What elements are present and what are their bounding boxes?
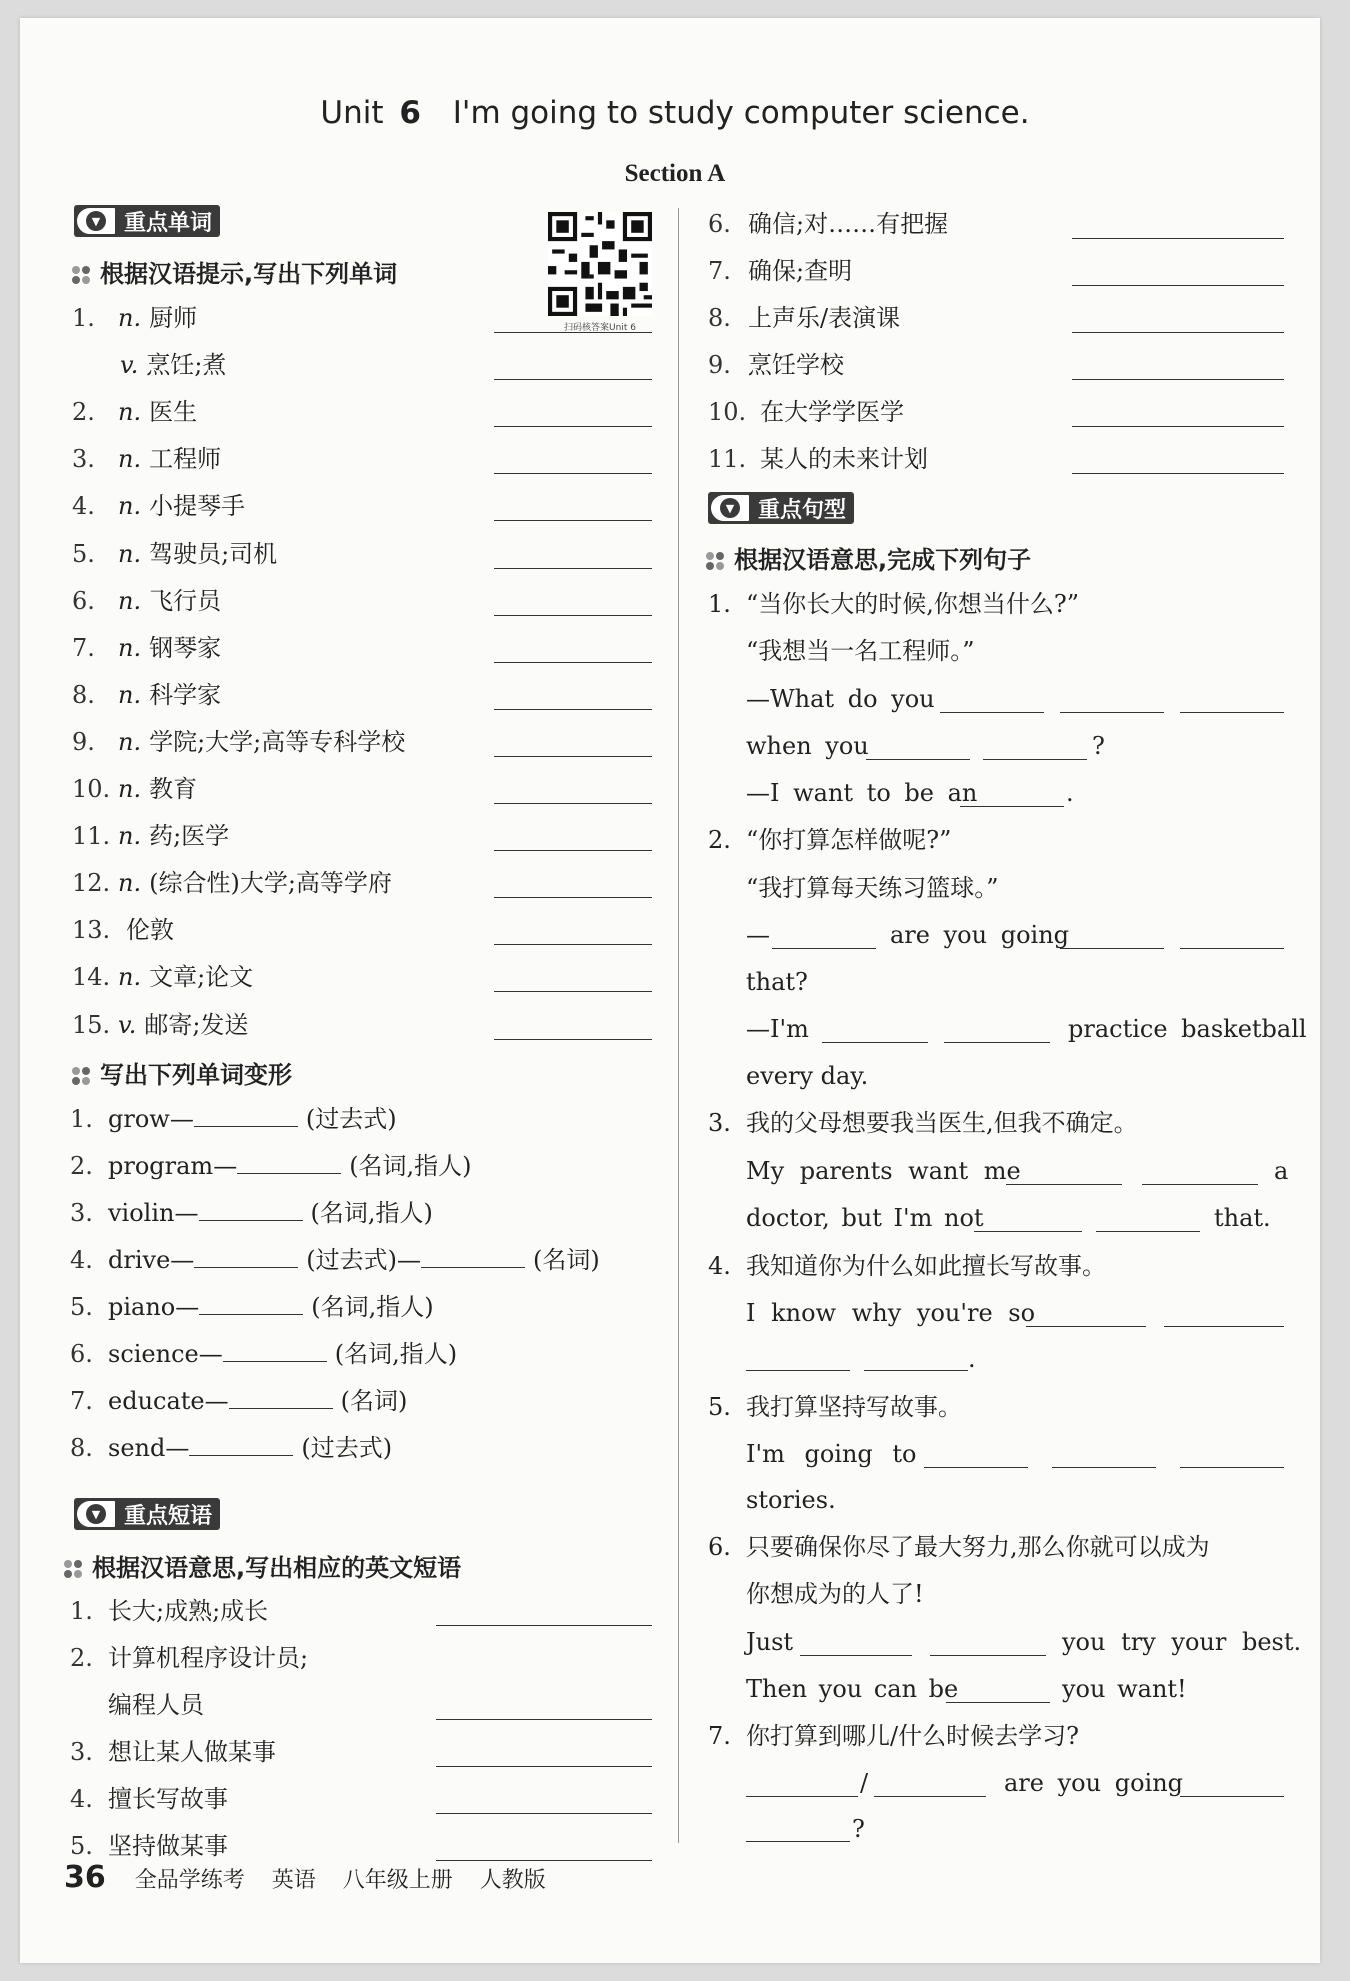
item-number: 11. [72, 822, 111, 850]
q5-number: 5. [708, 1393, 731, 1421]
word-form-item [70, 1385, 407, 1417]
form-hint: (名词,指人) [311, 1293, 434, 1321]
word-form-item [70, 1150, 472, 1182]
answer-blank[interactable] [494, 756, 652, 757]
q6-blank-1[interactable] [800, 1655, 912, 1656]
chevron-down-icon: ▼ [708, 492, 752, 524]
answer-blank[interactable] [494, 332, 652, 333]
unit-number: 6 [399, 95, 421, 131]
answer-blank[interactable] [199, 1198, 303, 1221]
q1-number: 1. [708, 590, 731, 618]
part-of-speech: n. [118, 822, 142, 850]
part-of-speech: n. [118, 963, 142, 991]
phrase-meaning: 在大学学医学 [760, 398, 904, 426]
item-number: 2. [72, 398, 95, 426]
word-meaning: 科学家 [149, 681, 222, 709]
phrase-item [708, 255, 852, 287]
word-meaning: 教育 [149, 775, 198, 803]
q7-number: 7. [708, 1722, 731, 1750]
q6-english-3: Then you can be [746, 1675, 959, 1703]
item-number: 15. [72, 1011, 111, 1039]
word-meaning: 驾驶员;司机 [149, 540, 278, 568]
phrase-meaning: 编程人员 [108, 1691, 204, 1719]
phrase-meaning: 擅长写故事 [108, 1785, 228, 1813]
section-heading: Section A [624, 160, 726, 187]
answer-blank[interactable] [229, 1386, 333, 1409]
word-meaning: (综合性)大学;高等学府 [149, 869, 392, 897]
word-meaning: 工程师 [149, 445, 222, 473]
answer-blank[interactable] [494, 473, 652, 474]
word-item [72, 538, 277, 570]
q7-slash: / [860, 1769, 869, 1797]
chevron-down-icon: ▼ [74, 1498, 118, 1530]
form-hint: (名词,指人) [310, 1199, 433, 1227]
word-meaning: 厨师 [149, 304, 198, 332]
word-form-item [70, 1338, 457, 1370]
word-item [72, 679, 221, 711]
item-number: 4. [70, 1246, 93, 1274]
phrase-meaning: 确信;对……有把握 [748, 210, 949, 238]
part-of-speech: n. [118, 869, 142, 897]
q6-chinese-2: 你想成为的人了! [746, 1580, 924, 1608]
word-form-item [70, 1432, 392, 1464]
phrase-item [70, 1830, 228, 1862]
item-number: 8. [708, 304, 731, 332]
phrase-item [708, 443, 928, 475]
q6-blank-3[interactable] [946, 1702, 1050, 1703]
part-of-speech: n. [118, 634, 142, 662]
word-item [72, 867, 392, 899]
q6-number: 6. [708, 1533, 731, 1561]
q3-chinese: 我的父母想要我当医生,但我不确定。 [746, 1109, 1138, 1137]
part-of-speech: v. [120, 351, 139, 379]
q4-number: 4. [708, 1252, 731, 1280]
answer-blank[interactable] [436, 1766, 652, 1767]
answer-blank[interactable] [436, 1813, 652, 1814]
answer-blank[interactable] [436, 1719, 652, 1720]
item-number: 9. [72, 728, 95, 756]
q5-english-1: I'm going to [746, 1440, 917, 1468]
item-number: 7. [708, 257, 731, 285]
item-number: 6. [708, 210, 731, 238]
q5-chinese: 我打算坚持写故事。 [746, 1393, 962, 1421]
q5-blank-1[interactable] [924, 1467, 1028, 1468]
phrase-item [708, 396, 904, 428]
item-number: 5. [72, 540, 95, 568]
answer-blank[interactable] [494, 615, 652, 616]
phrase-meaning: 确保;查明 [748, 257, 853, 285]
phrase-item [70, 1595, 268, 1627]
q3-number: 3. [708, 1109, 731, 1137]
base-word: science— [108, 1340, 223, 1368]
phrase-item [70, 1783, 228, 1815]
item-number: 8. [72, 681, 95, 709]
phrase-meaning: 想让某人做某事 [108, 1738, 276, 1766]
item-number: 1. [72, 304, 95, 332]
answer-blank[interactable] [237, 1151, 341, 1174]
item-number: 12. [72, 869, 111, 897]
q4-chinese: 我知道你为什么如此擅长写故事。 [746, 1252, 1106, 1280]
answer-blank[interactable] [189, 1433, 293, 1456]
q2-english-5: every day. [746, 1062, 869, 1090]
tag-key-words: ▼ 重点单词 [74, 205, 220, 237]
item-number: 4. [70, 1785, 93, 1813]
answer-blank[interactable] [494, 426, 652, 427]
word-item [72, 914, 174, 946]
word-item [72, 820, 229, 852]
answer-blank[interactable] [494, 709, 652, 710]
answer-blank[interactable] [1072, 285, 1284, 286]
item-number: 7. [72, 634, 95, 662]
q3-blank-1[interactable] [1006, 1184, 1122, 1185]
item-number: 5. [70, 1293, 93, 1321]
item-number: 2. [70, 1152, 93, 1180]
item-number: 2. [70, 1644, 93, 1672]
form-hint: (名词) [340, 1387, 408, 1415]
answer-blank[interactable] [494, 1039, 652, 1040]
answer-blank[interactable] [494, 897, 652, 898]
word-meaning: 药;医学 [149, 822, 230, 850]
phrase-meaning: 坚持做某事 [108, 1832, 228, 1860]
phrase-item [708, 302, 900, 334]
qr-caption: 扫码核答案Unit 6 [564, 323, 636, 333]
word-item [72, 302, 197, 334]
base-word: grow— [108, 1105, 194, 1133]
word-meaning: 烹饪;煮 [146, 351, 227, 379]
word-form-item [70, 1291, 434, 1323]
q2-chinese-2: “我打算每天练习篮球。” [746, 874, 999, 902]
q3-blank-2[interactable] [1142, 1184, 1258, 1185]
q3-blank-3[interactable] [974, 1231, 1082, 1232]
q7-blank-2[interactable] [874, 1796, 986, 1797]
word-item [72, 490, 245, 522]
q2-english-4: practice basketball [1068, 1015, 1307, 1043]
word-meaning: 医生 [149, 398, 198, 426]
item-number: 6. [70, 1340, 93, 1368]
word-item [72, 632, 221, 664]
answer-blank[interactable] [494, 850, 652, 851]
base-word: educate— [108, 1387, 229, 1415]
phrase-item [708, 349, 844, 381]
q1-blank-6[interactable] [960, 806, 1064, 807]
grade: 八年级上册 [342, 1868, 453, 1893]
dots-icon [72, 1067, 92, 1085]
answer-blank[interactable] [194, 1104, 298, 1127]
q1-period: . [1066, 779, 1074, 807]
word-meaning: 飞行员 [149, 587, 222, 615]
answer-blank[interactable] [494, 662, 652, 663]
q1-english-3: —I want to be an [746, 779, 978, 807]
q6-english-2: you try your best. [1062, 1628, 1302, 1656]
answer-blank[interactable] [194, 1245, 298, 1268]
q2-english-1: are you going [890, 921, 1070, 949]
q3-english-2: doctor, but I'm not [746, 1204, 984, 1232]
q2-blank-1[interactable] [772, 948, 876, 949]
word-item [112, 349, 226, 381]
form-hint: (过去式) [301, 1434, 393, 1462]
answer-blank[interactable] [199, 1292, 303, 1315]
q1-chinese-1: “当你长大的时候,你想当什么?” [746, 590, 1080, 618]
word-item [72, 1009, 248, 1041]
word-form-item [70, 1244, 600, 1276]
q7-blank-3[interactable] [1180, 1796, 1284, 1797]
word-item [72, 961, 253, 993]
q7-english-1: are you going [1004, 1769, 1184, 1797]
q6-chinese-1: 只要确保你尽了最大努力,那么你就可以成为 [746, 1533, 1210, 1561]
answer-blank[interactable] [494, 803, 652, 804]
dots-icon [64, 1560, 84, 1578]
base-word: drive— [108, 1246, 195, 1274]
tag-key-sentences: ▼ 重点句型 [708, 492, 854, 524]
word-meaning: 伦敦 [126, 916, 174, 944]
part-of-speech: n. [118, 728, 142, 756]
phrase-meaning: 上声乐/表演课 [748, 304, 901, 332]
answer-blank[interactable] [494, 991, 652, 992]
q3-article: a [1274, 1157, 1289, 1185]
q2-number: 2. [708, 826, 731, 854]
form-hint: (名词,指人) [334, 1340, 458, 1368]
answer-blank[interactable] [1072, 332, 1284, 333]
answer-blank[interactable] [1072, 473, 1284, 474]
item-number: 10. [72, 775, 111, 803]
page-footer [64, 1860, 566, 1895]
phrase-meaning: 某人的未来计划 [760, 445, 928, 473]
subheading-sentences: 根据汉语意思,完成下列句子 [706, 540, 1031, 575]
phrase-item [70, 1736, 276, 1768]
word-meaning: 钢琴家 [149, 634, 222, 662]
part-of-speech: n. [118, 775, 142, 803]
phrase-item [70, 1642, 308, 1674]
item-number: 7. [70, 1387, 93, 1415]
q4-blank-3[interactable] [746, 1370, 850, 1371]
item-number: 8. [70, 1434, 93, 1462]
item-number: 11. [708, 445, 747, 473]
q6-english-4: you want! [1062, 1675, 1187, 1703]
q1-blank-3[interactable] [1180, 712, 1284, 713]
subject: 英语 [271, 1868, 316, 1893]
q3-english-3: that. [1214, 1204, 1271, 1232]
edition: 人教版 [479, 1868, 546, 1893]
q2-english-3: —I'm [746, 1015, 809, 1043]
page-number: 36 [64, 1860, 106, 1895]
q7-blank-4[interactable] [746, 1841, 850, 1842]
item-number: 14. [72, 963, 111, 991]
book-name: 全品学练考 [134, 1868, 245, 1893]
phrase-meaning: 计算机程序设计员; [108, 1644, 309, 1672]
subheading-forms: 写出下列单词变形 [72, 1055, 292, 1090]
base-word: piano— [108, 1293, 200, 1321]
part-of-speech: n. [118, 304, 142, 332]
dots-icon [72, 266, 92, 284]
q1-blank-2[interactable] [1060, 712, 1164, 713]
q7-question-mark: ? [852, 1815, 865, 1843]
item-number: 13. [72, 916, 111, 944]
q1-blank-5[interactable] [983, 759, 1087, 760]
word-item [72, 443, 221, 475]
form-hint: (过去式) [305, 1105, 397, 1133]
q1-blank-1[interactable] [940, 712, 1044, 713]
phrase-meaning: 烹饪学校 [748, 351, 844, 379]
phrase-item [708, 208, 948, 240]
subheading-words: 根据汉语提示,写出下列单词 [72, 254, 397, 289]
column-divider [678, 208, 679, 1843]
item-number: 5. [70, 1832, 93, 1860]
part-of-speech: n. [118, 445, 142, 473]
item-number: 10. [708, 398, 747, 426]
q5-blank-3[interactable] [1180, 1467, 1284, 1468]
phrase-item [108, 1689, 204, 1721]
q1-chinese-2: “我想当一名工程师。” [746, 637, 975, 665]
part-of-speech: n. [118, 492, 142, 520]
item-number: 1. [70, 1597, 93, 1625]
q4-blank-1[interactable] [1026, 1326, 1146, 1327]
answer-blank[interactable] [1072, 426, 1284, 427]
form-hint: (名词,指人) [349, 1152, 472, 1180]
word-form-item [70, 1197, 433, 1229]
q2-blank-4[interactable] [822, 1042, 928, 1043]
answer-blank[interactable] [494, 568, 652, 569]
q1-blank-4[interactable] [866, 759, 970, 760]
word-meaning: 学院;大学;高等专科学校 [149, 728, 406, 756]
answer-blank[interactable] [494, 379, 652, 380]
answer-blank[interactable] [494, 520, 652, 521]
answer-blank[interactable] [436, 1625, 652, 1626]
q5-english-2: stories. [746, 1486, 836, 1514]
item-number: 1. [70, 1105, 93, 1133]
item-number: 6. [72, 587, 95, 615]
part-of-speech: n. [118, 398, 142, 426]
part-of-speech: v. [118, 1011, 137, 1039]
q2-blank-2[interactable] [1060, 948, 1164, 949]
item-number: 4. [72, 492, 95, 520]
form-hint: (名词) [533, 1246, 600, 1274]
item-number: 3. [72, 445, 95, 473]
answer-blank[interactable] [1072, 379, 1284, 380]
q1-question-mark: ? [1092, 732, 1105, 760]
answer-blank[interactable] [1072, 238, 1284, 239]
base-word: violin— [108, 1199, 199, 1227]
q2-blank-3[interactable] [1180, 948, 1284, 949]
q2-english-2: that? [746, 968, 808, 996]
form-hint: (过去式)— [306, 1246, 422, 1274]
dots-icon [706, 552, 726, 570]
word-meaning: 文章;论文 [149, 963, 254, 991]
answer-blank[interactable] [223, 1339, 327, 1362]
base-word: program— [108, 1152, 238, 1180]
base-word: send— [108, 1434, 190, 1462]
part-of-speech: n. [118, 681, 142, 709]
q7-blank-1[interactable] [746, 1796, 858, 1797]
item-number: 9. [708, 351, 731, 379]
q4-blank-4[interactable] [864, 1370, 968, 1371]
q4-blank-2[interactable] [1164, 1326, 1284, 1327]
word-item [72, 396, 197, 428]
item-number: 3. [70, 1738, 93, 1766]
qr-code-icon [548, 212, 652, 316]
q1-english-2: when you [746, 732, 869, 760]
part-of-speech: n. [118, 540, 142, 568]
q2-chinese-1: “你打算怎样做呢?” [746, 826, 952, 854]
word-item [72, 773, 197, 805]
word-meaning: 小提琴手 [149, 492, 246, 520]
q4-english-1: I know why you're so [746, 1299, 1036, 1327]
part-of-speech: n. [118, 587, 142, 615]
answer-blank[interactable] [421, 1245, 525, 1268]
word-item [72, 726, 405, 758]
q7-chinese: 你打算到哪儿/什么时候去学习? [746, 1722, 1079, 1750]
q2-dash: — [746, 921, 770, 949]
q2-blank-5[interactable] [944, 1042, 1050, 1043]
q6-english-1: Just [746, 1628, 794, 1656]
answer-blank[interactable] [494, 944, 652, 945]
subheading-phrases: 根据汉语意思,写出相应的英文短语 [64, 1548, 461, 1583]
tag-key-phrases: ▼ 重点短语 [74, 1498, 220, 1530]
phrase-meaning: 长大;成熟;成长 [108, 1597, 269, 1625]
unit-word: Unit [320, 95, 384, 131]
q5-blank-2[interactable] [1052, 1467, 1156, 1468]
word-meaning: 邮寄;发送 [144, 1011, 249, 1039]
word-item [72, 585, 221, 617]
q6-blank-2[interactable] [930, 1655, 1046, 1656]
q1-english-1: —What do you [746, 685, 935, 713]
q4-period: . [968, 1345, 976, 1373]
word-form-item [70, 1103, 397, 1135]
item-number: 3. [70, 1199, 93, 1227]
q3-english-1: My parents want me [746, 1157, 1021, 1185]
q3-blank-4[interactable] [1096, 1231, 1200, 1232]
unit-title-text: I'm going to study computer science. [452, 95, 1030, 131]
chevron-down-icon: ▼ [74, 205, 118, 237]
unit-title [0, 95, 1350, 131]
